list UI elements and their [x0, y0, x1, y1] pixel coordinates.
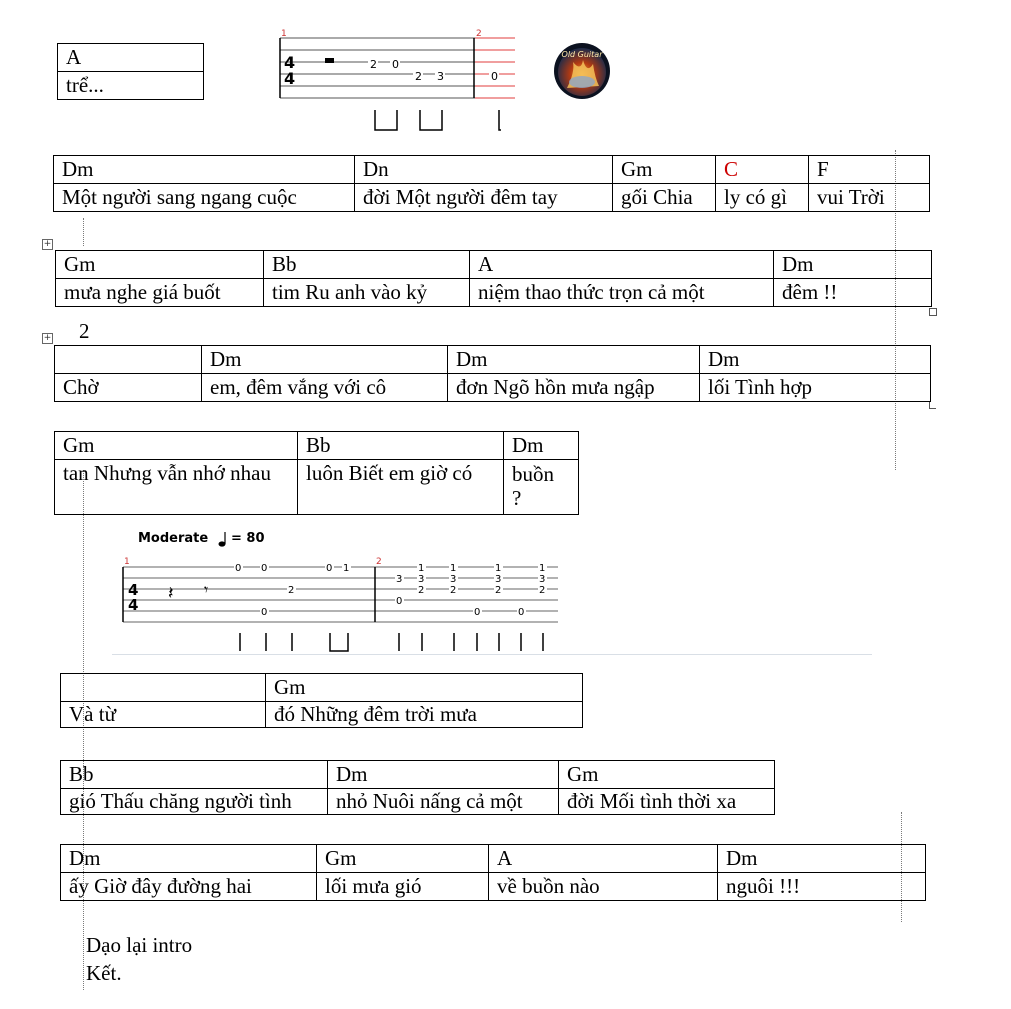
measure-number-2: 2 — [376, 557, 382, 567]
lyric-cell: nhỏ Nuôi nấng cả một — [328, 789, 559, 815]
chord-cell: Gm — [266, 674, 583, 702]
chord-cell — [55, 346, 202, 374]
lyric-cell: lối Tình hợp — [700, 374, 931, 402]
rest-symbol — [325, 58, 334, 63]
tab-note: 0 — [474, 607, 481, 618]
chord-cell: Gm — [317, 845, 489, 873]
chord-cell: Dm — [700, 346, 931, 374]
chord-cell: Gm — [613, 156, 716, 184]
intro-tab-staff — [270, 28, 520, 138]
tab-note: 0 — [235, 563, 242, 574]
chord-cell — [61, 674, 266, 702]
lyric-cell: nguôi !!! — [718, 873, 926, 901]
chord-cell: Dm — [202, 346, 448, 374]
tab-note: 1 — [495, 563, 502, 574]
tab-note: 3 — [437, 70, 444, 83]
tab-note: 2 — [450, 585, 457, 596]
rhythm-beam — [330, 633, 348, 651]
chord-table-row3 — [54, 345, 931, 402]
tab-note: 0 — [392, 58, 399, 71]
lyric-cell: tim Ru anh vào kỷ — [264, 279, 470, 307]
lyric-cell: đời Một người đêm tay — [355, 184, 613, 212]
time-signature-bottom: 4 — [284, 69, 296, 88]
chord-table-row4 — [54, 431, 579, 515]
intro-chord: A — [58, 44, 204, 72]
chord-cell: Bb — [298, 432, 504, 460]
quarter-rest-symbol: 𝄽 — [168, 583, 174, 604]
tab-note: 2 — [288, 585, 295, 596]
tab-note: 0 — [261, 563, 268, 574]
measure-number-1: 1 — [281, 29, 287, 39]
table-move-handle[interactable]: + — [43, 333, 52, 343]
tab-note: 1 — [539, 563, 546, 574]
chord-cell: Dm — [774, 251, 932, 279]
chord-cell: Gm — [55, 432, 298, 460]
lyric-cell: niệm thao thức trọn cả một — [470, 279, 774, 307]
rhythm-stem — [499, 110, 501, 130]
lyric-cell: ấy Giờ đây đường hai — [61, 873, 317, 901]
lyric-cell: Một người sang ngang cuộc — [54, 184, 355, 212]
table-move-handle[interactable]: + — [43, 239, 52, 249]
tab-note: 2 — [418, 585, 425, 596]
margin-guide-left — [83, 470, 84, 990]
tab-note: 0 — [326, 563, 333, 574]
measure-number-1: 1 — [124, 557, 130, 567]
tab-note: 2 — [495, 585, 502, 596]
tab-note: 3 — [539, 574, 546, 585]
lyric-cell: mưa nghe giá buốt — [56, 279, 264, 307]
tab-note: 0 — [491, 70, 498, 83]
table-resize-handle[interactable] — [929, 402, 936, 409]
lyric-cell: vui Trời — [809, 184, 930, 212]
time-signature-bottom: 4 — [128, 596, 139, 614]
chord-table-row5 — [60, 673, 583, 728]
footer-line-1: Dạo lại intro — [86, 933, 193, 957]
time-signature-top: 4 — [284, 53, 296, 72]
measure-number-2: 2 — [476, 29, 482, 39]
chord-cell: Bb — [61, 761, 328, 789]
tab-note: 1 — [450, 563, 457, 574]
chord-cell: Gm — [559, 761, 775, 789]
logo-text: Old Guitar — [561, 50, 603, 59]
lyric-cell: luôn Biết em giờ có — [298, 460, 504, 515]
margin-guide-left-upper — [83, 218, 84, 246]
lyric-cell: đó Những đêm trời mưa — [266, 702, 583, 728]
tab-note: 3 — [495, 574, 502, 585]
lyric-cell: tan Nhưng vẫn nhớ nhau — [55, 460, 298, 515]
lyric-cell: em, đêm vắng với cô — [202, 374, 448, 402]
chord-cell: Dm — [448, 346, 700, 374]
chord-table-row6 — [60, 760, 775, 815]
tab-note: 3 — [396, 574, 403, 585]
chord-cell: A — [470, 251, 774, 279]
lyric-cell: lối mưa gió — [317, 873, 489, 901]
intro-chord-table — [57, 43, 204, 100]
chord-cell: Bb — [264, 251, 470, 279]
tab-note: 3 — [418, 574, 425, 585]
rhythm-beam — [375, 110, 397, 130]
lyric-cell: đời Mối tình thời xa — [559, 789, 775, 815]
time-signature-top: 4 — [128, 581, 139, 599]
verse-label: 2 — [79, 319, 90, 343]
tab-note: 1 — [418, 563, 425, 574]
tab-note: 0 — [518, 607, 525, 618]
chord-table-row2 — [55, 250, 932, 307]
chord-cell: Dm — [54, 156, 355, 184]
tab-note: 2 — [539, 585, 546, 596]
lyric-cell: gió Thấu chăng người tình — [61, 789, 328, 815]
chord-cell: Dm — [718, 845, 926, 873]
tab-note: 2 — [415, 70, 422, 83]
intro-lyric: trể... — [58, 72, 204, 100]
chord-cell: Gm — [56, 251, 264, 279]
tab-note: 2 — [370, 58, 377, 71]
tab-note: 1 — [343, 563, 350, 574]
lyric-cell: gối Chia — [613, 184, 716, 212]
tab-staff-2 — [118, 525, 568, 655]
tab-note: 0 — [396, 596, 403, 607]
rhythm-beam — [420, 110, 442, 130]
footer-line-2: Kết. — [86, 961, 122, 985]
tempo-label: Moderate — [138, 531, 209, 546]
old-guitar-logo — [553, 42, 611, 100]
lyric-cell: Và từ — [61, 702, 266, 728]
chord-table-row1 — [53, 155, 930, 212]
lyric-cell: đêm !! — [774, 279, 932, 307]
chord-cell: Dm — [61, 845, 317, 873]
lyric-cell: buồn ? — [504, 460, 579, 515]
chord-table-row7 — [60, 844, 926, 901]
chord-cell: Dn — [355, 156, 613, 184]
lyric-cell: về buồn nào — [489, 873, 718, 901]
eighth-rest-symbol: 𝄾 — [204, 580, 209, 599]
chord-cell: A — [489, 845, 718, 873]
tab-note: 0 — [261, 607, 268, 618]
tempo-value: = 80 — [231, 531, 265, 546]
chord-cell: C — [716, 156, 809, 184]
table-resize-handle[interactable] — [929, 308, 937, 316]
lyric-cell: đơn Ngõ hồn mưa ngập — [448, 374, 700, 402]
lyric-cell: Chờ — [55, 374, 202, 402]
chord-cell: Dm — [504, 432, 579, 460]
tab-note: 3 — [450, 574, 457, 585]
chord-cell: F — [809, 156, 930, 184]
lyric-cell: ly có gì — [716, 184, 809, 212]
chord-cell: Dm — [328, 761, 559, 789]
